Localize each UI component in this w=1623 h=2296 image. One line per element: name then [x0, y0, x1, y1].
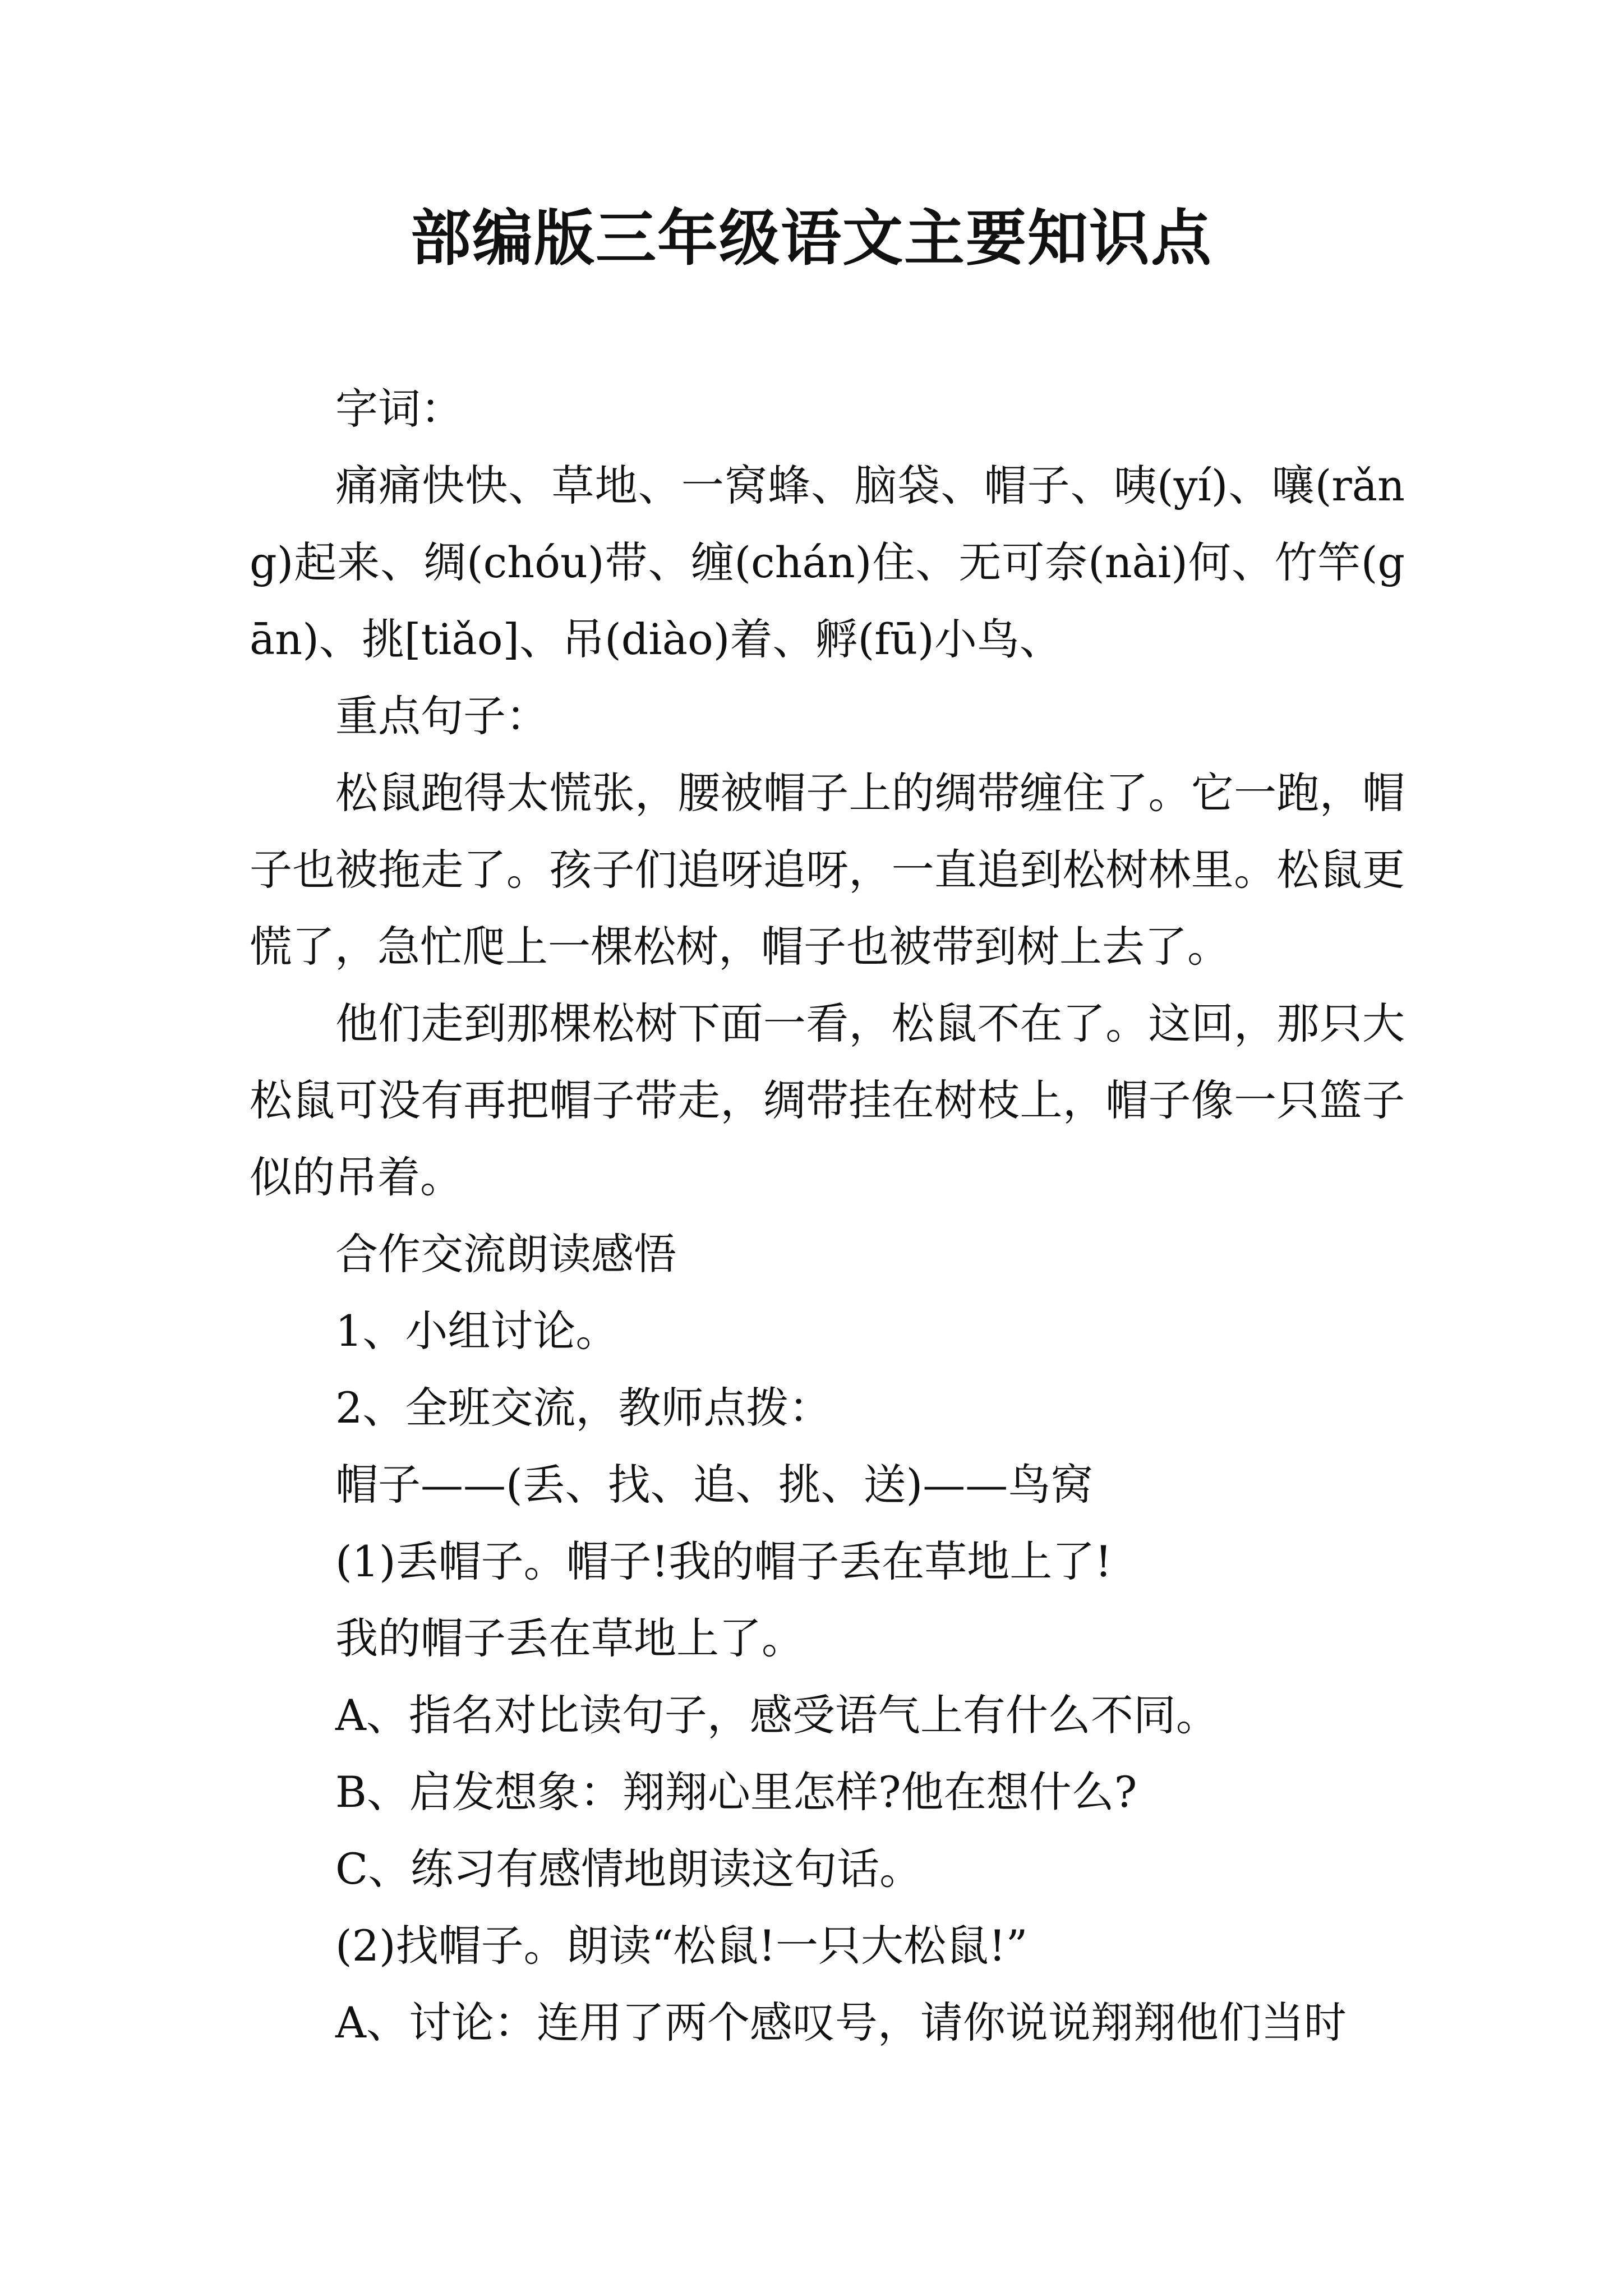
paragraph-item-a: A、指名对比读句子，感受语气上有什么不同。	[335, 1690, 1219, 1740]
paragraph-discussion: A、讨论：连用了两个感叹号，请你说说翔翔他们当时	[335, 1998, 1347, 2047]
paragraph-step-2: 2、全班交流，教师点拨：	[335, 1383, 832, 1433]
paragraph-vocab-heading: 字词：	[335, 384, 463, 434]
paragraph-step-1: 1、小组讨论。	[335, 1306, 619, 1356]
paragraph-vocab-list: 痛痛快快、草地、一窝蜂、脑袋、帽子、咦(yí)、嚷(rǎng)起来、绸(chóu)带、缠(chán)住、无可奈(nài)何、竹竿(gān)、挑[tiǎo]、吊(diào)着、孵(fū)小鸟、	[250, 461, 1405, 664]
document-body	[250, 370, 1405, 2061]
paragraph-lose-hat: (1)丢帽子。帽子!我的帽子丢在草地上了!	[335, 1536, 1112, 1586]
document-title: 部编版三年级语文主要知识点	[410, 203, 1212, 274]
paragraph-cooperation-heading: 合作交流朗读感悟	[335, 1229, 676, 1279]
paragraph-key-sentence-2: 他们走到那棵松树下面一看，松鼠不在了。这回，那只大松鼠可没有再把帽子带走，绸带挂在树枝上，帽子像一只篮子似的吊着。	[250, 999, 1405, 1202]
paragraph-key-sentence-1: 松鼠跑得太慌张，腰被帽子上的绸带缠住了。它一跑，帽子也被拖走了。孩子们追呀追呀，一直追到松树林里。松鼠更慌了，急忙爬上一棵松树，帽子也被带到树上去了。	[250, 768, 1405, 972]
paragraph-item-c: C、练习有感情地朗读这句话。	[335, 1844, 923, 1894]
paragraph-hat-sequence: 帽子——(丢、找、追、挑、送)——鸟窝	[335, 1460, 1094, 1510]
paragraph-lose-hat-plain: 我的帽子丢在草地上了。	[335, 1613, 804, 1663]
paragraph-find-hat: (2)找帽子。朗读“松鼠!一只大松鼠!”	[335, 1921, 1028, 1971]
paragraph-item-b: B、启发想象：翔翔心里怎样?他在想什么?	[335, 1767, 1137, 1817]
paragraph-key-sentences-heading: 重点句子：	[335, 691, 548, 741]
